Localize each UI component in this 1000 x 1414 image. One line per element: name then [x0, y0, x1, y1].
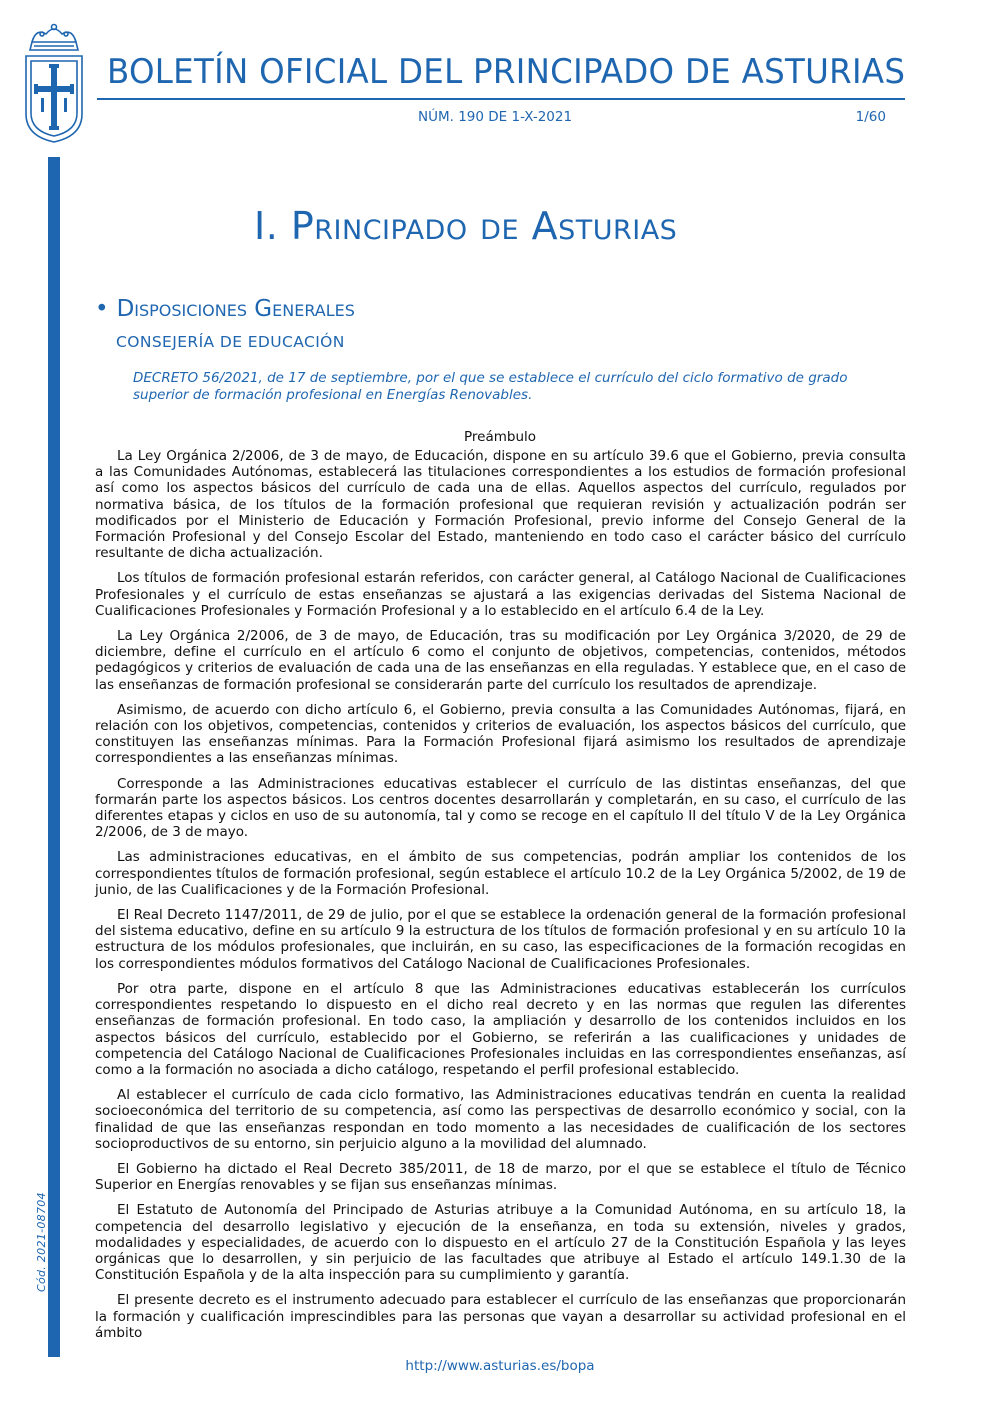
paragraph: El Real Decreto 1147/2011, de 29 de julio, por el que se establece la ordenación general de la formación profesional del sistema educativo, define en su artículo 9 la estructura de los títulos de formación profesional y en su artículo 10 la estructura de los módulos profesionales, que incluirán, en su caso, las especificaciones de la formación recogidas en los correspondientes módulos formativos del Catálogo Nacional de Cualificaciones Profesionales.	[95, 907, 906, 972]
paragraph: Los títulos de formación profesional estarán referidos, con carácter general, al Catálogo Nacional de Cualificaciones Profesionales y el currículo de estas enseñanzas se ajustará a las exigencias derivadas del Sistema Nacional de Cualificaciones Profesionales y Formación Profesional y a lo establecido en el artículo 6.4 de la Ley.	[95, 570, 906, 619]
document-code: Cód. 2021-08704	[35, 1192, 48, 1292]
preamble-title: Preámbulo	[463, 429, 537, 445]
paragraph: Al establecer el currículo de cada ciclo formativo, las Administraciones educativas tendrán en cuenta la realidad socioeconómica del territorio de su competencia, así como las perspectivas de desarrollo económico y social, con la finalidad de que las enseñanzas respondan en todo momento a las necesidades de cualificación de los sectores socioproductivos de su entorno, sin perjuicio alguno a la movilidad del alumnado.	[95, 1087, 906, 1152]
section-title: I. Principado de Asturias	[254, 204, 678, 248]
footer-link[interactable]: http://www.asturias.es/bopa	[405, 1358, 595, 1374]
bullet-icon: •	[95, 296, 109, 322]
paragraph: El presente decreto es el instrumento adecuado para establecer el currículo de las enseñanzas que proporcionarán la formación y cualificación imprescindibles para las personas que vayan a desarrollar su actividad profesional en el ámbito	[95, 1292, 906, 1341]
side-accent-bar	[48, 157, 60, 1357]
paragraph: Por otra parte, dispone en el artículo 8 que las Administraciones educativas establecerán los currículos correspondientes respetando lo dispuesto en el dicho real decreto y en las normas que regulen las diferentes enseñanzas de formación profesional. En todo caso, la ampliación y desarrollo de los contenidos incluidos en los aspectos básicos del currículo, establecido por el Gobierno, se referirán a las cualificaciones y unidades de competencia del Catálogo Nacional de Cualificaciones Profesionales incluidas en las correspondientes enseñanzas, así como a la formación no asociada a dicho catálogo, respetando el perfil profesional establecido.	[95, 980, 906, 1078]
paragraph: Las administraciones educativas, en el ámbito de sus competencias, podrán ampliar los contenidos de los correspondientes títulos de formación profesional, según establece el artículo 10.2 de la Ley Orgánica 5/2002, de 19 de junio, de las Cualificaciones y de la Formación Profesional.	[95, 849, 906, 898]
paragraph: El Gobierno ha dictado el Real Decreto 385/2011, de 18 de marzo, por el que se establece el título de Técnico Superior en Energías renovables y se fijan sus enseñanzas mínimas.	[95, 1160, 906, 1194]
asturias-coat-of-arms-icon	[22, 22, 86, 146]
paragraph: La Ley Orgánica 2/2006, de 3 de mayo, de Educación, dispone en su artículo 39.6 que el Gobierno, previa consulta a las Comunidades Autónomas, establecerá las titulaciones correspondientes a los estudios de formación profesional así como los aspectos básicos del currículo de cada una de ellas. Aquellos aspectos del currículo, regulados por normativa básica, de los títulos de la formación profesional que requieran revisión y actualización podrán ser modificados por el Ministerio de Educación y Formación Profesional, previo informe del Consejo General de la Formación Profesional y del Consejo Escolar del Estado, manteniendo en todo caso el carácter básico del currículo resultante de dicha actualización.	[95, 448, 906, 562]
body-text	[95, 448, 906, 1350]
bulletin-title: BOLETÍN OFICIAL DEL PRINCIPADO DE ASTURIAS	[107, 52, 906, 92]
ministry-name: CONSEJERÍA DE EDUCACIÓN	[116, 333, 345, 351]
subsection-title: Disposiciones Generales	[116, 296, 355, 322]
paragraph: La Ley Orgánica 2/2006, de 3 de mayo, de Educación, tras su modificación por Ley Orgánica 3/2020, de 29 de diciembre, define el currículo en el artículo 6 como el conjunto de objetivos, competencias, contenidos, métodos pedagógicos y criterios de evaluación de cada una de las enseñanzas en ella reguladas. Y establece que, en el caso de las enseñanzas de formación profesional se considerarán parte del currículo los resultados de aprendizaje.	[95, 628, 906, 693]
subsection-heading	[95, 296, 355, 322]
header-divider	[97, 98, 905, 100]
issue-number: NÚM. 190 DE 1-X-2021	[418, 109, 573, 125]
paragraph: El Estatuto de Autonomía del Principado de Asturias atribuye a la Comunidad Autónoma, en su artículo 18, la competencia del desarrollo legislativo y ejecución de la enseñanza, en toda su extensión, niveles y grados, modalidades y especialidades, de acuerdo con lo dispuesto en el artículo 27 de la Constitución Española y las leyes orgánicas que lo desarrollen, y sin perjuicio de las facultades que atribuye al Estado el artículo 149.1.30 de la Constitución Española y de la alta inspección para su cumplimiento y garantía.	[95, 1202, 906, 1284]
decree-title: DECRETO 56/2021, de 17 de septiembre, por el que se establece el currículo del ciclo formativo de grado superior de formación profesional en Energías Renovables.	[133, 370, 848, 403]
paragraph: Asimismo, de acuerdo con dicho artículo 6, el Gobierno, previa consulta a las Comunidades Autónomas, fijará, en relación con los objetivos, competencias, contenidos y criterios de evaluación, los aspectos básicos del currículo, que constituyen las enseñanzas mínimas. Para la Formación Profesional fijará asimismo los resultados de aprendizaje correspondientes a las enseñanzas mínimas.	[95, 701, 906, 767]
paragraph: Corresponde a las Administraciones educativas establecer el currículo de las distintas enseñanzas, del que formarán parte los aspectos básicos. Los centros docentes desarrollarán y completarán, en su caso, el currículo de las diferentes etapas y ciclos en uso de su autonomía, tal y como se recoge en el capítulo II del título V de la Ley Orgánica 2/2006, de 3 de mayo.	[95, 775, 906, 841]
page-number: 1/60	[855, 109, 886, 125]
